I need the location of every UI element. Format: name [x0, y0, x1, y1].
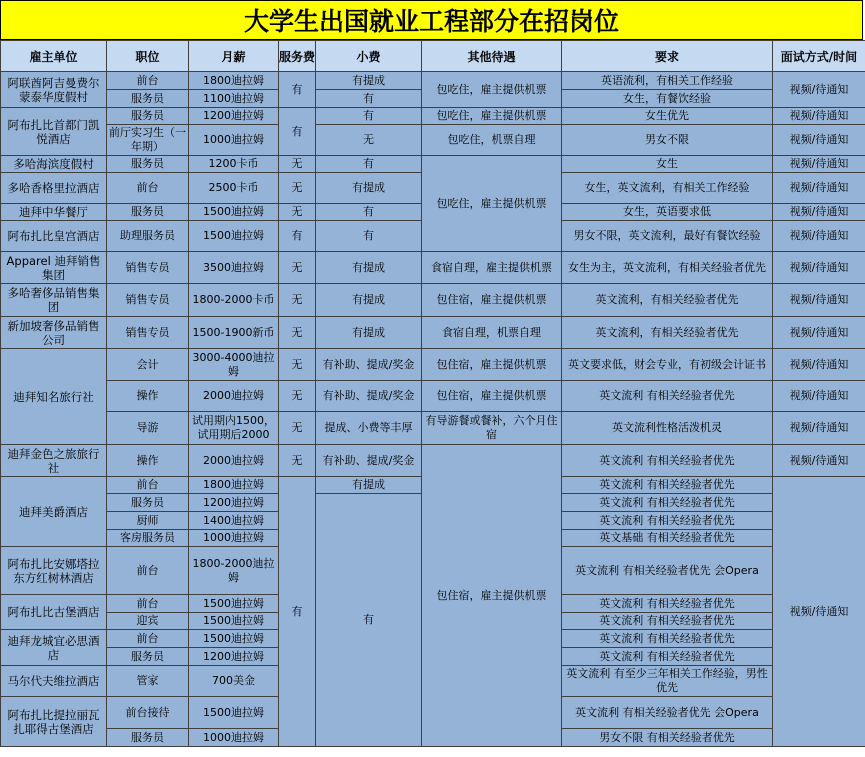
- salary-cell: 700美金: [189, 666, 279, 697]
- benefit-cell: 包吃住，雇主提供机票: [422, 72, 562, 108]
- employer-cell: 迪拜金色之旅旅行社: [1, 445, 107, 477]
- position-cell: 前台: [107, 630, 189, 648]
- salary-cell: 1800迪拉姆: [189, 477, 279, 494]
- position-cell: 助理服务员: [107, 221, 189, 252]
- requirement-cell: 英文基础 有相关经验者优先: [562, 530, 773, 547]
- tip-cell: 提成、小费等丰厚: [316, 412, 422, 445]
- employer-cell: Apparel 迪拜销售集团: [1, 252, 107, 284]
- position-cell: 操作: [107, 381, 189, 412]
- requirement-cell: 女生: [562, 156, 773, 173]
- interview-cell: 视频/待通知: [773, 72, 865, 108]
- table-row: [1, 445, 865, 477]
- tip-cell: 有提成: [316, 173, 422, 204]
- employer-cell: 阿布扎比安娜塔拉东方红树林酒店: [1, 547, 107, 595]
- position-cell: 前台: [107, 173, 189, 204]
- sheet-title: 大学生出国就业工程部分在招岗位: [0, 0, 863, 40]
- benefit-cell: 食宿自理，雇主提供机票: [422, 252, 562, 284]
- service-fee-cell: 无: [279, 204, 316, 221]
- salary-cell: 试用期内1500，试用期后2000: [189, 412, 279, 445]
- position-cell: 服务员: [107, 648, 189, 666]
- position-cell: 迎宾: [107, 613, 189, 630]
- service-fee-cell: 无: [279, 173, 316, 204]
- requirement-cell: 女生，英语要求低: [562, 204, 773, 221]
- benefit-cell: 包吃住，雇主提供机票: [422, 156, 562, 252]
- requirement-cell: 女生，有餐饮经验: [562, 90, 773, 108]
- jobs-table: [0, 40, 865, 747]
- position-cell: 导游: [107, 412, 189, 445]
- employer-cell: 迪拜美爵酒店: [1, 477, 107, 547]
- header-row: [1, 41, 865, 72]
- salary-cell: 1000迪拉姆: [189, 530, 279, 547]
- position-cell: 前台: [107, 547, 189, 595]
- salary-cell: 1100迪拉姆: [189, 90, 279, 108]
- salary-cell: 1000迪拉姆: [189, 729, 279, 747]
- table-row: [1, 317, 865, 349]
- tip-cell: 有提成: [316, 317, 422, 349]
- benefit-cell: 包吃住，机票自理: [422, 125, 562, 156]
- salary-cell: 1000迪拉姆: [189, 125, 279, 156]
- position-cell: 前厅实习生（一年期）: [107, 125, 189, 156]
- salary-cell: 1200卡币: [189, 156, 279, 173]
- tip-cell: 有: [316, 221, 422, 252]
- requirement-cell: 英文流利 有相关经验者优先: [562, 595, 773, 613]
- tip-cell: 有: [316, 156, 422, 173]
- tip-cell: 有: [316, 494, 422, 747]
- requirement-cell: 男女不限，英文流利，最好有餐饮经验: [562, 221, 773, 252]
- interview-cell: 视频/待通知: [773, 445, 865, 477]
- salary-cell: 1200迪拉姆: [189, 494, 279, 512]
- tip-cell: 有提成: [316, 72, 422, 90]
- benefit-cell: 食宿自理，机票自理: [422, 317, 562, 349]
- position-cell: 操作: [107, 445, 189, 477]
- position-cell: 销售专员: [107, 317, 189, 349]
- requirement-cell: 英文流利 有相关经验者优先: [562, 512, 773, 530]
- interview-cell: 视频/待通知: [773, 477, 865, 747]
- requirement-cell: 英语流利，有相关工作经验: [562, 72, 773, 90]
- requirement-cell: 英文流利 有相关经验者优先: [562, 648, 773, 666]
- requirement-cell: 女生优先: [562, 108, 773, 125]
- salary-cell: 1800迪拉姆: [189, 72, 279, 90]
- requirement-cell: 男女不限: [562, 125, 773, 156]
- requirement-cell: 英文流利 有相关经验者优先: [562, 381, 773, 412]
- service-fee-cell: 无: [279, 156, 316, 173]
- service-fee-cell: 有: [279, 221, 316, 252]
- benefit-cell: 有导游餐或餐补，六个月住宿: [422, 412, 562, 445]
- table-row: [1, 252, 865, 284]
- position-cell: 会计: [107, 349, 189, 381]
- benefit-cell: 包住宿，雇主提供机票: [422, 445, 562, 747]
- tip-cell: 有: [316, 90, 422, 108]
- employer-cell: 阿布扎比提拉丽瓦扎耶得古堡酒店: [1, 697, 107, 747]
- header-tip: 小费: [316, 41, 422, 72]
- salary-cell: 1200迪拉姆: [189, 648, 279, 666]
- interview-cell: 视频/待通知: [773, 349, 865, 381]
- employer-cell: 多哈奢侈品销售集团: [1, 284, 107, 317]
- interview-cell: 视频/待通知: [773, 125, 865, 156]
- tip-cell: 有补助、提成/奖金: [316, 349, 422, 381]
- requirement-cell: 英文流利 有相关经验者优先 会Opera: [562, 547, 773, 595]
- interview-cell: 视频/待通知: [773, 221, 865, 252]
- position-cell: 前台: [107, 72, 189, 90]
- employer-cell: 阿布扎比首都门凯悦酒店: [1, 108, 107, 156]
- employer-cell: 阿布扎比皇宫酒店: [1, 221, 107, 252]
- position-cell: 管家: [107, 666, 189, 697]
- salary-cell: 1200迪拉姆: [189, 108, 279, 125]
- position-cell: 前台: [107, 477, 189, 494]
- salary-cell: 3000-4000迪拉姆: [189, 349, 279, 381]
- tip-cell: 有提成: [316, 477, 422, 494]
- service-fee-cell: 无: [279, 445, 316, 477]
- requirement-cell: 英文流利 有相关经验者优先: [562, 445, 773, 477]
- interview-cell: 视频/待通知: [773, 252, 865, 284]
- salary-cell: 3500迪拉姆: [189, 252, 279, 284]
- table-row: [1, 72, 865, 90]
- position-cell: 客房服务员: [107, 530, 189, 547]
- position-cell: 服务员: [107, 729, 189, 747]
- header-service-fee: 服务费: [279, 41, 316, 72]
- salary-cell: 1500迪拉姆: [189, 204, 279, 221]
- position-cell: 销售专员: [107, 252, 189, 284]
- employer-cell: 迪拜中华餐厅: [1, 204, 107, 221]
- header-salary: 月薪: [189, 41, 279, 72]
- service-fee-cell: 无: [279, 349, 316, 381]
- employer-cell: 多哈海滨度假村: [1, 156, 107, 173]
- requirement-cell: 英文要求低，财会专业，有初级会计证书: [562, 349, 773, 381]
- table-row: [1, 349, 865, 381]
- header-employer: 雇主单位: [1, 41, 107, 72]
- tip-cell: 有提成: [316, 284, 422, 317]
- table-row: [1, 125, 865, 156]
- interview-cell: 视频/待通知: [773, 204, 865, 221]
- salary-cell: 2000迪拉姆: [189, 381, 279, 412]
- benefit-cell: 包住宿，雇主提供机票: [422, 284, 562, 317]
- table-row: [1, 412, 865, 445]
- salary-cell: 1500迪拉姆: [189, 221, 279, 252]
- header-position: 职位: [107, 41, 189, 72]
- position-cell: 前台: [107, 595, 189, 613]
- tip-cell: 有补助、提成/奖金: [316, 445, 422, 477]
- position-cell: 销售专员: [107, 284, 189, 317]
- requirement-cell: 英文流利 有相关经验者优先: [562, 494, 773, 512]
- salary-cell: 1400迪拉姆: [189, 512, 279, 530]
- tip-cell: 有补助、提成/奖金: [316, 381, 422, 412]
- requirement-cell: 英文流利 有相关经验者优先: [562, 630, 773, 648]
- salary-cell: 1500迪拉姆: [189, 697, 279, 729]
- position-cell: 服务员: [107, 90, 189, 108]
- requirement-cell: 英文流利，有相关经验者优先: [562, 284, 773, 317]
- position-cell: 服务员: [107, 494, 189, 512]
- interview-cell: 视频/待通知: [773, 173, 865, 204]
- interview-cell: 视频/待通知: [773, 108, 865, 125]
- header-requirements: 要求: [562, 41, 773, 72]
- tip-cell: 有: [316, 108, 422, 125]
- interview-cell: 视频/待通知: [773, 412, 865, 445]
- requirement-cell: 男女不限 有相关经验者优先: [562, 729, 773, 747]
- service-fee-cell: 无: [279, 252, 316, 284]
- interview-cell: 视频/待通知: [773, 381, 865, 412]
- table-row: [1, 156, 865, 173]
- tip-cell: 有提成: [316, 252, 422, 284]
- requirement-cell: 英文流利性格活泼机灵: [562, 412, 773, 445]
- employer-cell: 阿布扎比古堡酒店: [1, 595, 107, 630]
- salary-cell: 1500迪拉姆: [189, 630, 279, 648]
- requirement-cell: 英文流利，有相关经验者优先: [562, 317, 773, 349]
- salary-cell: 2500卡币: [189, 173, 279, 204]
- requirement-cell: 女生，英文流利，有相关工作经验: [562, 173, 773, 204]
- service-fee-cell: 有: [279, 477, 316, 747]
- header-benefits: 其他待遇: [422, 41, 562, 72]
- interview-cell: 视频/待通知: [773, 156, 865, 173]
- requirement-cell: 英文流利 有相关经验者优先 会Opera: [562, 697, 773, 729]
- table-row: [1, 284, 865, 317]
- service-fee-cell: 有: [279, 108, 316, 156]
- employer-cell: 迪拜龙城宜必思酒店: [1, 630, 107, 666]
- benefit-cell: 包吃住，雇主提供机票: [422, 108, 562, 125]
- position-cell: 服务员: [107, 204, 189, 221]
- interview-cell: 视频/待通知: [773, 284, 865, 317]
- salary-cell: 1800-2000迪拉姆: [189, 547, 279, 595]
- salary-cell: 1500-1900新币: [189, 317, 279, 349]
- tip-cell: 有: [316, 204, 422, 221]
- salary-cell: 1800-2000卡币: [189, 284, 279, 317]
- service-fee-cell: 有: [279, 72, 316, 108]
- salary-cell: 1500迪拉姆: [189, 595, 279, 613]
- service-fee-cell: 无: [279, 412, 316, 445]
- tip-cell: 无: [316, 125, 422, 156]
- requirement-cell: 英文流利 有相关经验者优先: [562, 613, 773, 630]
- position-cell: 前台接待: [107, 697, 189, 729]
- salary-cell: 1500迪拉姆: [189, 613, 279, 630]
- service-fee-cell: 无: [279, 284, 316, 317]
- employer-cell: 多哈香格里拉酒店: [1, 173, 107, 204]
- table-row: [1, 108, 865, 125]
- service-fee-cell: 无: [279, 381, 316, 412]
- employer-cell: 马尔代夫维拉酒店: [1, 666, 107, 697]
- employer-cell: 新加坡奢侈品销售公司: [1, 317, 107, 349]
- position-cell: 服务员: [107, 108, 189, 125]
- benefit-cell: 包住宿，雇主提供机票: [422, 349, 562, 381]
- table-row: [1, 381, 865, 412]
- interview-cell: 视频/待通知: [773, 317, 865, 349]
- salary-cell: 2000迪拉姆: [189, 445, 279, 477]
- service-fee-cell: 无: [279, 317, 316, 349]
- position-cell: 服务员: [107, 156, 189, 173]
- employer-cell: 迪拜知名旅行社: [1, 349, 107, 445]
- requirement-cell: 英文流利 有至少三年相关工作经验，男性优先: [562, 666, 773, 697]
- position-cell: 厨师: [107, 512, 189, 530]
- requirement-cell: 英文流利 有相关经验者优先: [562, 477, 773, 494]
- header-interview: 面试方式/时间: [773, 41, 865, 72]
- benefit-cell: 包住宿，雇主提供机票: [422, 381, 562, 412]
- employer-cell: 阿联酋阿吉曼费尔蒙泰华度假村: [1, 72, 107, 108]
- requirement-cell: 女生为主，英文流利，有相关经验者优先: [562, 252, 773, 284]
